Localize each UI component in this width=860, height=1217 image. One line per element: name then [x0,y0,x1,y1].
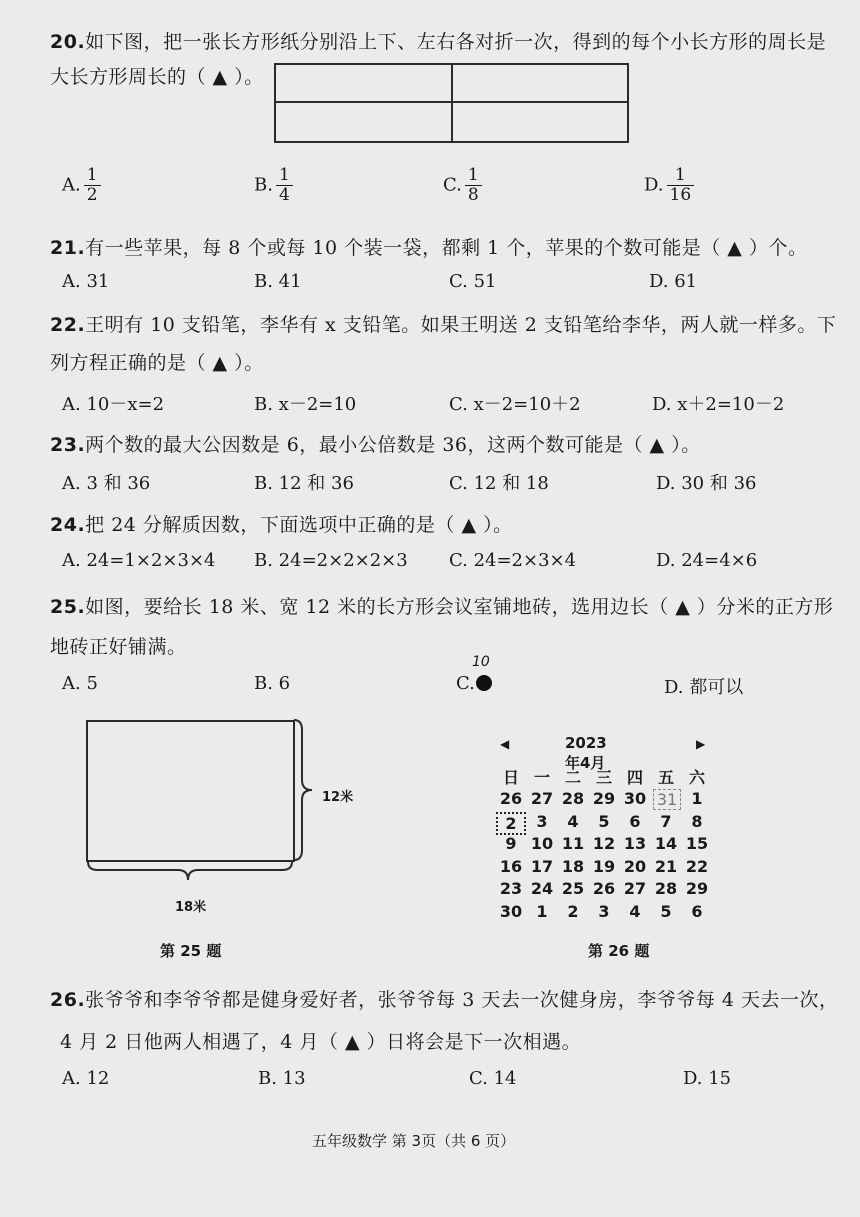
length-brace-icon [84,858,296,888]
q25-caption: 第 25 题 [160,942,222,960]
calendar-day: 1 [536,902,548,921]
calendar-day: 8 [691,811,703,831]
q23-option-c: C. 12 和 18 [449,473,549,494]
q25-option-b: B. 6 [254,673,291,694]
q26-line1 [50,985,839,1012]
calendar-day: 21 [654,856,678,876]
calendar-day: 30 [499,902,523,921]
calendar-day: 3 [598,902,610,921]
q20-option-b: B. $\frac{1}{4}$ [254,166,293,205]
calendar-day: 14 [654,834,678,854]
calendar-prev-icon: ◀ [500,737,510,751]
calendar-weekday: 六 [688,768,705,787]
calendar-day: 22 [685,856,709,876]
q20-text-1: 如下图，把一张长方形纸分别沿上下、左右各对折一次，得到的每个小长方形的周长是 [85,31,827,53]
calendar-next-icon: ▶ [696,737,706,751]
q26-text-1: 张爷爷和李爷爷都是健身爱好者，张爷爷每 3 天去一次健身房，李爷爷每 4 天去一次， [85,989,839,1011]
q20-text-2: 大长方形周长的（ ▲ ）。 [50,66,264,88]
q22-number: 22. [50,314,86,336]
q25-length-label: 18米 [175,900,207,915]
calendar-day: 16 [499,856,523,876]
calendar-day: 4 [629,902,641,921]
q20-option-d-fraction: $\frac{1}{16}$ [667,166,695,205]
q20-number: 20. [50,31,86,53]
calendar-weekday: 日 [502,768,519,787]
q21-line [50,233,807,260]
q26-text-2: 4 月 2 日他两人相遇了，4 月（ ▲ ）日将会是下一次相遇。 [60,1031,582,1053]
q22-option-d: D. x＋2=10－2 [652,394,785,415]
q24-number: 24. [50,514,86,536]
q20-option-c: C. $\frac{1}{8}$ [443,166,482,205]
q25-room-rectangle [86,720,295,862]
q23-text: 两个数的最大公因数是 6，最小公倍数是 36，这两个数可能是（ ▲ ）。 [85,434,701,456]
q21-option-c: C. 51 [449,271,497,292]
q22-option-a: A. 10－x=2 [62,394,165,415]
calendar-day: 3 [536,811,548,831]
q25-text-2: 地砖正好铺满。 [50,636,187,658]
calendar-day: 26 [499,789,523,808]
q20-option-c-fraction: $\frac{1}{8}$ [465,166,482,205]
q26-option-c: C. 14 [469,1068,517,1089]
calendar-day: 26 [592,879,616,899]
q21-option-b: B. 41 [254,271,302,292]
calendar-day: 28 [654,879,678,899]
q20-option-a: A. $\frac{1}{2}$ [62,166,101,205]
ink-blot-mark [476,675,492,691]
calendar-day: 19 [592,856,616,876]
q20-option-a-fraction: $\frac{1}{2}$ [84,166,101,205]
calendar-day: 20 [623,856,647,876]
calendar-day: 7 [660,811,672,831]
page-footer: 五年级数学 第 3页（共 6 页） [312,1132,516,1150]
handwritten-note: 10 [472,654,490,670]
q23-number: 23. [50,434,86,456]
q24-option-d: D. 24=4×6 [656,550,758,571]
calendar-day: 29 [592,789,616,808]
calendar-day: 24 [530,879,554,899]
q25-line1 [50,592,833,619]
calendar-title: 2023年4月 [565,734,607,772]
q24-option-a: A. 24=1×2×3×4 [62,550,216,571]
calendar-day: 1 [691,789,703,808]
q26-number: 26. [50,989,86,1011]
q23-option-a: A. 3 和 36 [62,473,151,494]
calendar-weekday: 三 [595,768,612,787]
calendar-weekday: 五 [657,768,674,787]
calendar-day: 11 [561,834,585,854]
calendar-day: 9 [505,834,517,854]
q25-text-1: 如图，要给长 18 米、宽 12 米的长方形会议室铺地砖，选用边长（ ▲ ）分米的正方形 [85,596,834,618]
calendar-day: 27 [530,789,554,808]
q20-option-b-fraction: $\frac{1}{4}$ [276,166,293,205]
calendar-day: 13 [623,834,647,854]
q24-line [50,510,513,537]
q25-option-c: C. [456,673,475,694]
q25-option-a: A. 5 [62,673,98,694]
calendar-weekday: 一 [533,768,550,787]
q26-option-a: A. 12 [62,1068,110,1089]
q20-horizontal-fold [274,101,627,103]
calendar-day: 4 [567,811,579,831]
q25-option-d: D. 都可以 [664,677,744,698]
calendar-day: 17 [530,856,554,876]
calendar-day: 2 [496,812,526,835]
q26-option-d: D. 15 [683,1068,732,1089]
q24-text: 把 24 分解质因数，下面选项中正确的是（ ▲ ）。 [85,514,513,536]
q26-caption: 第 26 题 [588,942,650,960]
calendar-day: 6 [629,811,641,831]
q21-option-d: D. 61 [649,271,698,292]
calendar-day: 25 [561,879,585,899]
calendar-day: 18 [561,856,585,876]
calendar-day: 28 [561,789,585,808]
calendar-day: 10 [530,834,554,854]
q20-line1 [50,27,826,54]
calendar-day: 29 [685,879,709,899]
q24-option-b: B. 24=2×2×2×3 [254,550,408,571]
q25-number: 25. [50,596,86,618]
calendar-day: 15 [685,834,709,854]
q21-number: 21. [50,237,86,259]
q22-text-1: 王明有 10 支铅笔，李华有 x 支铅笔。如果王明送 2 支铅笔给李华，两人就一样多。下 [85,314,837,336]
q22-text-2: 列方程正确的是（ ▲ ）。 [50,352,264,374]
q23-option-b: B. 12 和 36 [254,473,354,494]
calendar-day: 12 [592,834,616,854]
q26-option-b: B. 13 [258,1068,306,1089]
calendar-day: 30 [623,789,647,808]
calendar-day: 31 [653,789,681,810]
q24-option-c: C. 24=2×3×4 [449,550,577,571]
q25-width-label: 12米 [322,790,354,805]
q23-line [50,430,701,457]
calendar-day: 2 [567,902,579,921]
width-brace-icon [288,716,318,866]
q21-text: 有一些苹果，每 8 个或每 10 个装一袋，都剩 1 个，苹果的个数可能是（ ▲ ）个。 [85,237,808,259]
q21-option-a: A. 31 [62,271,110,292]
q22-line1 [50,310,836,337]
calendar-day: 27 [623,879,647,899]
calendar-day: 23 [499,879,523,899]
calendar-day: 5 [660,902,672,921]
calendar-day: 5 [598,811,610,831]
q23-option-d: D. 30 和 36 [656,473,757,494]
q20-option-d: D. $\frac{1}{16}$ [644,166,694,205]
calendar-weekday: 四 [626,768,643,787]
q22-option-b: B. x－2=10 [254,394,357,415]
q22-option-c: C. x－2=10＋2 [449,394,581,415]
calendar-weekday: 二 [564,768,581,787]
calendar-day: 6 [691,902,703,921]
